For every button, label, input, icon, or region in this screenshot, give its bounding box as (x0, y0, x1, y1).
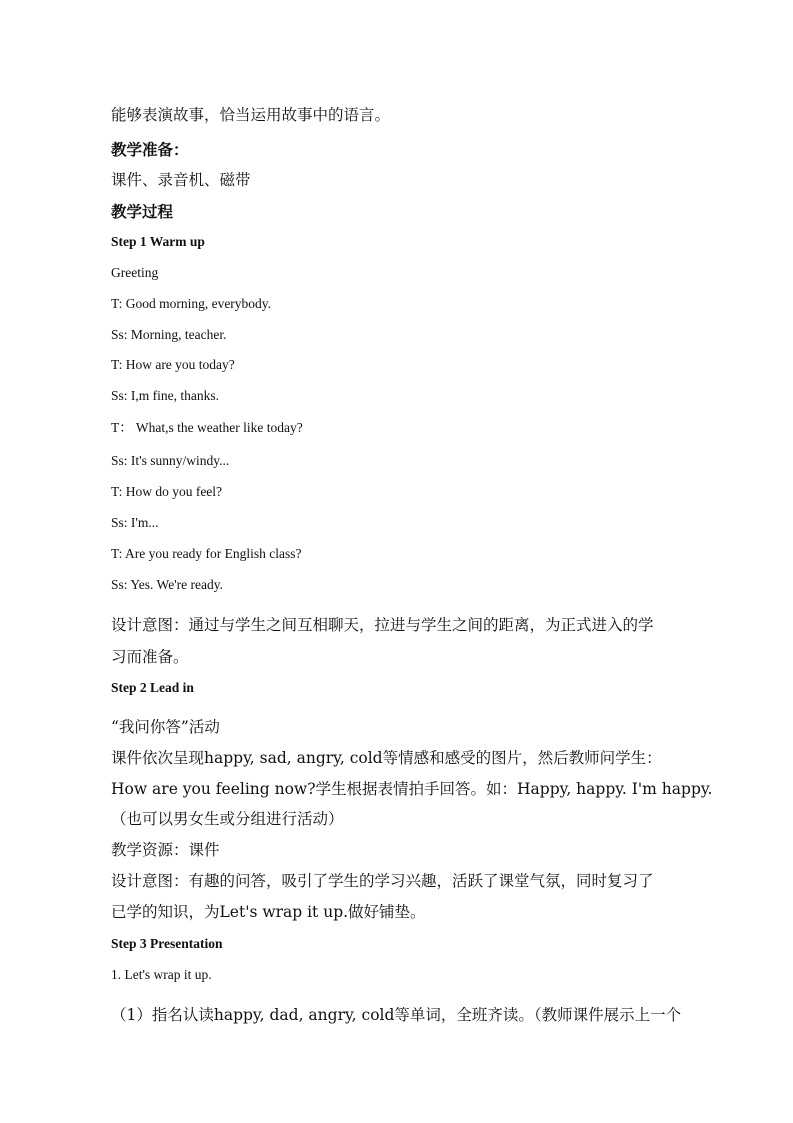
objective-line: 能够表演故事，恰当运用故事中的语言。 (111, 106, 391, 124)
dialogue-line: Ss: I,m fine, thanks. (111, 388, 219, 403)
dialogue-line: T: How are you today? (111, 357, 235, 372)
dialogue-line: Ss: It's sunny/windy... (111, 453, 230, 468)
activity-note: （也可以男女生或分组进行活动） (111, 810, 344, 828)
section-heading-preparation: 教学准备： (111, 140, 189, 159)
dialogue-line: T： What,s the weather like today? (111, 420, 303, 435)
design-intent-1: 设计意图：通过与学生之间互相聊天，拉进与学生之间的距离，为正式进入的学 (111, 616, 654, 634)
section-heading-process: 教学过程 (111, 202, 174, 221)
dialogue-line: Ss: Morning, teacher. (111, 327, 227, 342)
dialogue-line: T: How do you feel? (111, 484, 223, 499)
dialogue-line: T: Good morning, everybody. (111, 296, 272, 311)
presentation-item: 1. Let's wrap it up. (111, 967, 212, 982)
design-intent-1-cont: 习而准备。 (111, 648, 189, 666)
step-2-heading: Step 2 Lead in (111, 680, 194, 695)
activity-description-cont: How are you feeling now?学生根据表情拍手回答。如：Happy, happy. I'm happy. (111, 780, 713, 798)
activity-description: 课件依次呈现happy, sad, angry, cold等情感和感受的图片，然后教师问学生： (111, 749, 662, 767)
dialogue-line: Greeting (111, 265, 159, 280)
step-3-heading: Step 3 Presentation (111, 936, 223, 951)
step-1-heading: Step 1 Warm up (111, 234, 205, 249)
presentation-subitem: （1）指名认读happy, dad, angry, cold等单词，全班齐读。（教师课件展示上一个 (111, 1006, 682, 1024)
dialogue-line: Ss: Yes. We're ready. (111, 577, 223, 592)
teaching-resource: 教学资源：课件 (111, 841, 220, 859)
dialogue-line: Ss: I'm... (111, 515, 159, 530)
activity-title: “我问你答”活动 (111, 718, 220, 736)
design-intent-2-cont: 已学的知识，为Let's wrap it up.做好铺垫。 (111, 903, 426, 921)
dialogue-line: T: Are you ready for English class? (111, 546, 302, 561)
preparation-items: 课件、录音机、磁带 (111, 171, 251, 189)
design-intent-2: 设计意图：有趣的问答，吸引了学生的学习兴趣，活跃了课堂气氛，同时复习了 (111, 872, 654, 890)
